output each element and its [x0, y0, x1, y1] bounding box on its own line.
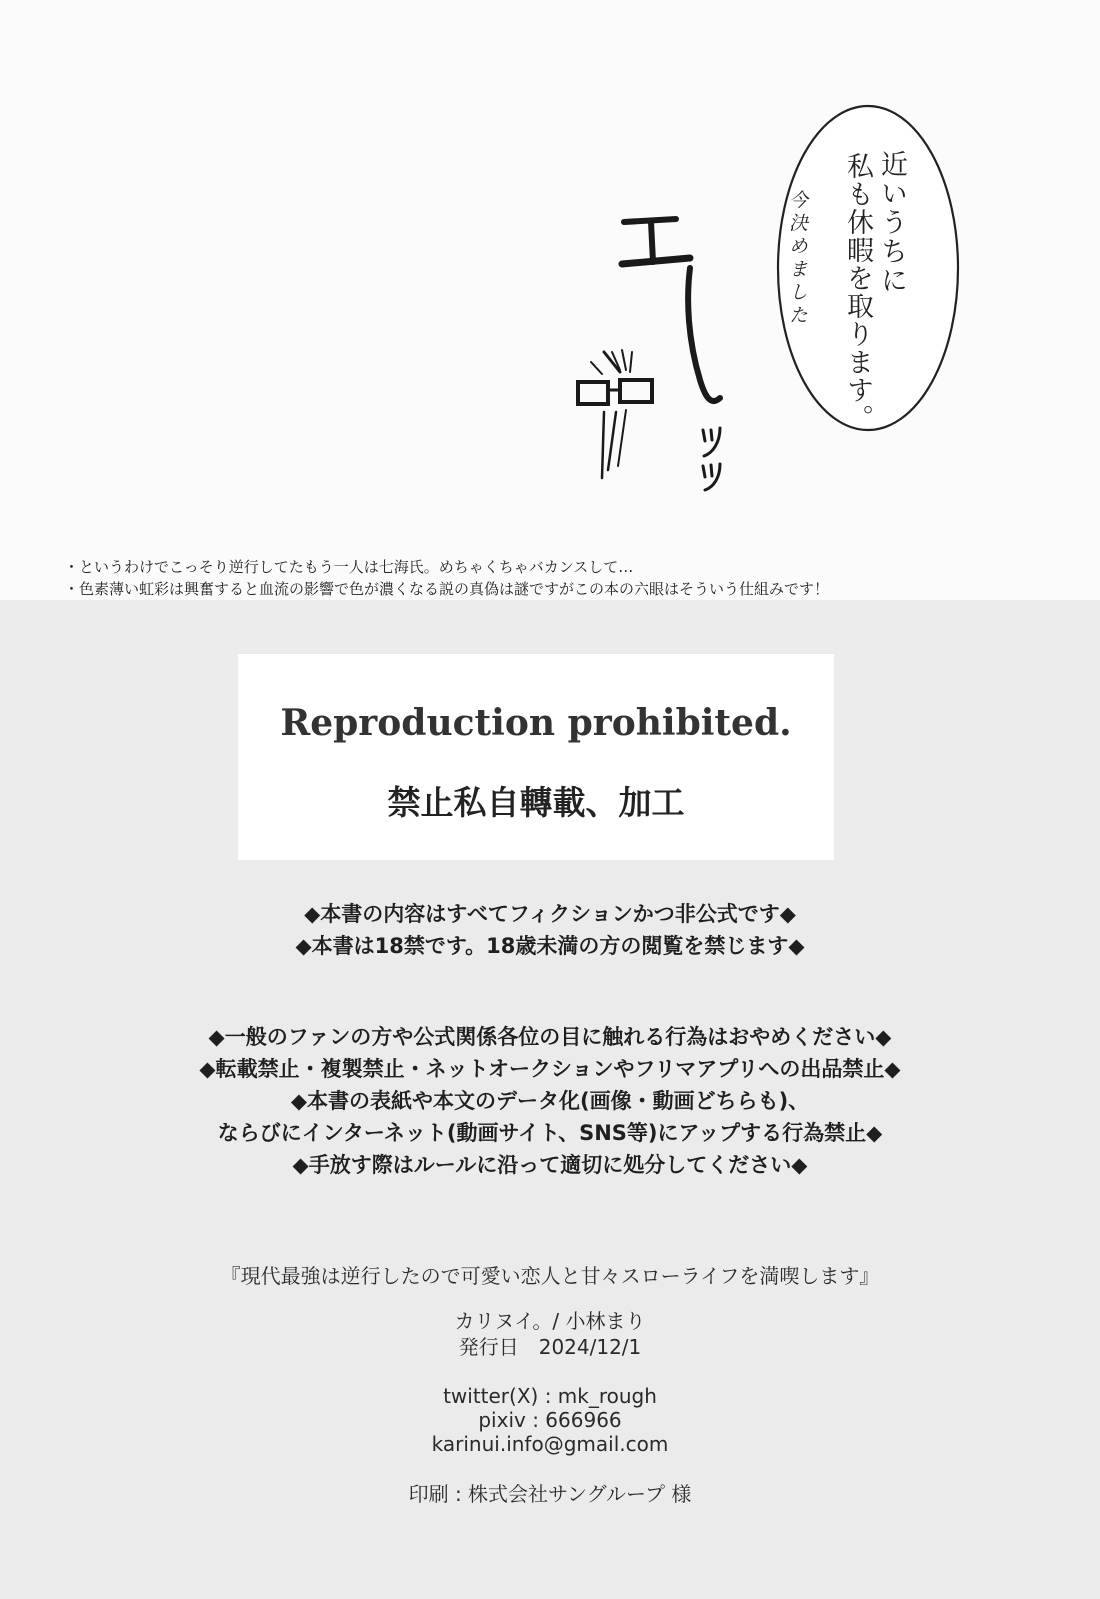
- printer-credit: 印刷 : 株式会社サングループ 様: [408, 1482, 692, 1506]
- rule-line: ◆本書の表紙や本文のデータ化(画像・動画どちらも)、: [290, 1089, 810, 1113]
- usage-rules: [0, 1021, 1100, 1181]
- reproduction-notice-chinese: 禁止私自轉載、加工: [387, 783, 685, 822]
- rule-line: ◆手放す際はルールに沿って適切に処分してください◆: [292, 1153, 808, 1177]
- rule-line: ならびにインターネット(動画サイト、SNS等)にアップする行為禁止◆: [217, 1121, 883, 1145]
- twitter-handle: twitter(X) : mk_rough: [443, 1384, 657, 1408]
- publication-info: [0, 1308, 1100, 1360]
- contact-info: [0, 1384, 1100, 1456]
- content-warnings: [0, 898, 1100, 962]
- manga-panel: [0, 0, 1100, 600]
- warning-line: ◆本書の内容はすべてフィクションかつ非公式です◆: [304, 902, 796, 926]
- rule-line: ◆一般のファンの方や公式関係各位の目に触れる行為はおやめください◆: [208, 1025, 892, 1049]
- reproduction-notice-english: Reproduction prohibited.: [280, 702, 792, 744]
- handwritten-aside: 今決めました: [786, 190, 808, 328]
- note-line: ・というわけでこっそり逆行してたもう一人は七海氏。めちゃくちゃバカンスして…: [64, 558, 634, 576]
- book-title: 『現代最強は逆行したので可愛い恋人と甘々スローライフを満喫します』: [220, 1264, 880, 1288]
- author-notes: [64, 556, 1064, 600]
- warning-line: ◆本書は18禁です。18歳未満の方の閲覧を禁じます◆: [295, 934, 805, 958]
- email-address: karinui.info@gmail.com: [431, 1432, 669, 1456]
- manga-artwork: [0, 0, 1100, 600]
- issue-date: 発行日 2024/12/1: [458, 1335, 642, 1359]
- circle-author: カリヌイ。/ 小林まり: [454, 1309, 646, 1333]
- speech-bubble-line-1: 近いうちに: [876, 150, 907, 295]
- rule-line: ◆転載禁止・複製禁止・ネットオークションやフリマアプリへの出品禁止◆: [199, 1057, 901, 1081]
- scream-lettering: [622, 219, 720, 490]
- speech-bubble-line-2: 私も休暇を取ります。: [842, 152, 873, 432]
- character-face: [578, 350, 652, 478]
- reproduction-notice-box: [238, 654, 834, 860]
- pixiv-id: pixiv : 666966: [478, 1408, 622, 1432]
- note-line: ・色素薄い虹彩は興奮すると血流の影響で色が濃くなる説の真偽は謎ですがこの本の六眼はそういう仕組みです！: [64, 580, 830, 598]
